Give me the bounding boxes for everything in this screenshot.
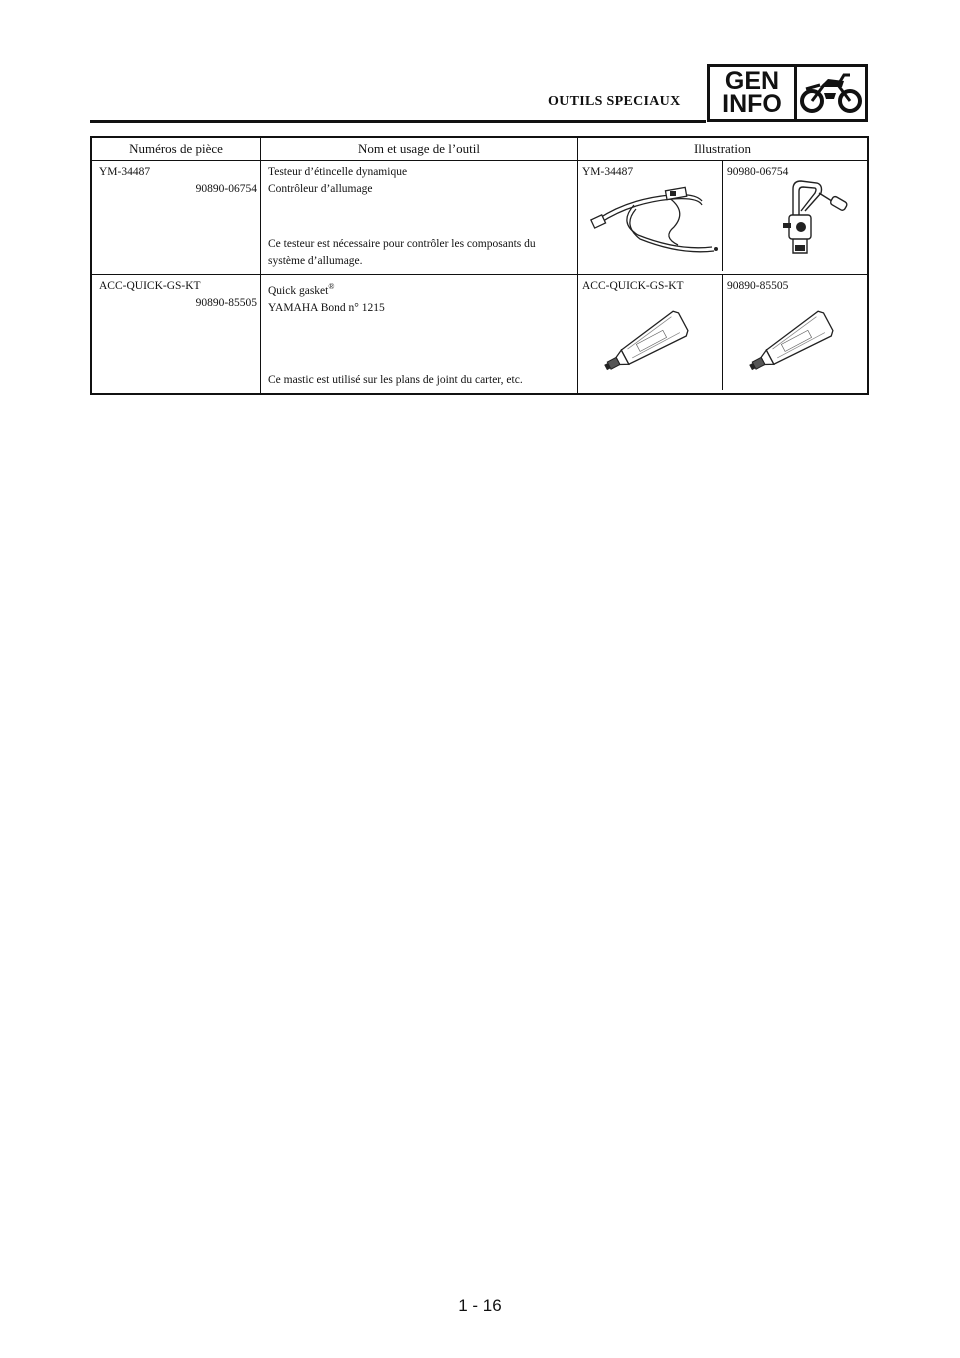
illustration-left	[578, 275, 722, 390]
sealant-tube-icon	[723, 275, 869, 390]
special-tools-table	[90, 136, 869, 395]
part-number-eu: 90890-85505	[195, 297, 257, 309]
illustration-cell	[578, 161, 869, 275]
gen-info-badge	[707, 64, 868, 122]
tool-name: Testeur d’étincelle dynamique	[268, 166, 408, 178]
column-header-tool-name: Nom et usage de l’outil	[261, 137, 578, 161]
badge-line-1: GEN	[724, 67, 780, 95]
sealant-tube-icon	[578, 275, 724, 390]
page-number: 1 - 16	[458, 1296, 502, 1315]
badge-line-2: INFO	[722, 90, 782, 118]
part-number-eu: 90890-06754	[195, 183, 257, 195]
illustration-label: YM-34487	[582, 166, 634, 178]
table-row	[91, 161, 868, 275]
illustration-label: 90980-06754	[727, 166, 789, 178]
illustration-cell	[578, 275, 869, 395]
table-row	[91, 275, 868, 395]
tool-usage: Ce testeur est nécessaire pour contrôler les composants du système d’allumage.	[268, 238, 536, 267]
table-header-row	[91, 137, 868, 161]
registered-mark: ®	[328, 282, 335, 291]
tool-name-text: Quick gasket	[268, 284, 329, 297]
header-rule	[90, 120, 706, 123]
tool-name-alt: Contrôleur d’allumage	[268, 183, 373, 195]
illustration-right	[722, 275, 867, 390]
tool-name-alt: YAMAHA Bond n° 1215	[268, 301, 385, 314]
column-header-illustration: Illustration	[578, 137, 869, 161]
part-number-us: ACC-QUICK-GS-KT	[99, 280, 201, 292]
illustration-right	[722, 161, 867, 271]
illustration-label: 90890-85505	[727, 280, 789, 292]
section-title: OUTILS SPECIAUX	[548, 94, 681, 109]
part-number-cell	[91, 275, 261, 395]
ignition-checker-icon	[723, 161, 869, 271]
tool-name-cell	[261, 275, 578, 395]
spark-tester-cable-icon	[578, 161, 724, 271]
part-number-us: YM-34487	[99, 166, 151, 178]
illustration-label: ACC-QUICK-GS-KT	[582, 280, 684, 292]
tool-name	[268, 278, 571, 300]
motorcycle-icon	[797, 67, 865, 119]
badge-text	[710, 67, 797, 119]
tool-usage: Ce mastic est utilisé sur les plans de joint du carter, etc.	[268, 374, 523, 386]
tool-name-cell	[261, 161, 578, 275]
part-number-cell	[91, 161, 261, 275]
column-header-part-number: Numéros de pièce	[91, 137, 261, 161]
illustration-left	[578, 161, 722, 271]
